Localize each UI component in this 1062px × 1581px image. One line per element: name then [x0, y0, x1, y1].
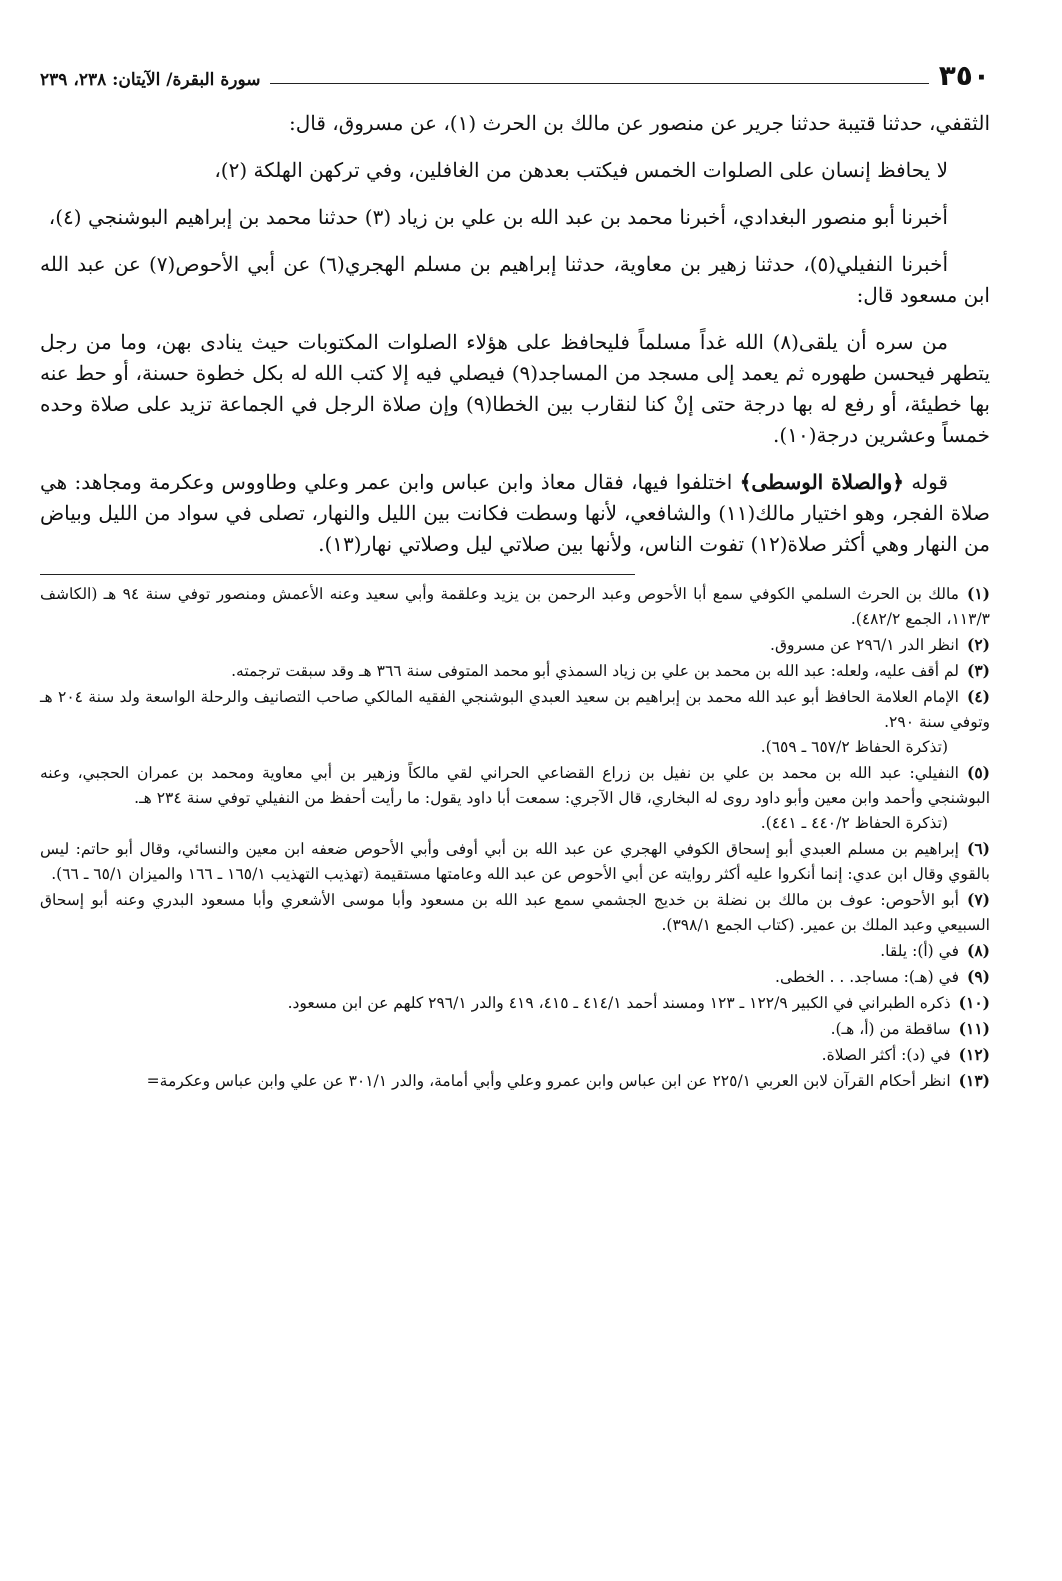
- footnote-number: (١): [966, 584, 990, 603]
- footnote-number: (١٣): [958, 1071, 990, 1090]
- page-number: ٣٥٠: [938, 59, 990, 92]
- paragraph-4: أخبرنا النفيلي(٥)، حدثنا زهير بن معاوية، حدثنا إبراهيم بن مسلم الهجري(٦) عن أبي الأحوص(٧) عن عبد الله ابن مسعود قال:: [40, 252, 990, 307]
- footnote-number: (٩): [966, 967, 990, 986]
- paragraph-5: من سره أن يلقى(٨) الله غداً مسلماً فليحافظ على هؤلاء الصلوات المكتوبات حيث ينادى بهن، وما من رجل يتطهر فيحسن طهوره ثم يعمد إلى مسجد من المساجد(٩) فيصلي فيه إلا كتب الله له بكل خطوة حسنة، أو حط عنه بها خطيئة، أو رفع له بها درجة حتى إنْ كنا لنقارب بين الخطا(٩) وإن صلاة الرجل في الجماعة تزيد على صلاة وحده خمساً وعشرين درجة(١٠).: [40, 330, 991, 447]
- footnote: [40, 938, 990, 964]
- footnote-number: (٦): [966, 839, 990, 858]
- quran-quote: ﴿والصلاة الوسطى﴾: [739, 470, 904, 494]
- paragraph-6-prefix: قوله: [911, 470, 949, 494]
- footnote-text: أبو الأحوص: عوف بن مالك بن نضلة بن خديج الجشمي سمع عبد الله بن مسعود وأبا موسى الأشعري وأبا مسعود البدري وعنه أبو إسحاق السبيعي وعبد الملك بن عمير. (كتاب الجمع ٣٩٨/١).: [40, 891, 990, 934]
- footnote-number: (١٠): [958, 993, 990, 1012]
- footnote-number: (٨): [966, 941, 990, 960]
- footnote: [40, 836, 990, 887]
- footnote-separator: [40, 574, 635, 575]
- footnote-text: الإمام العلامة الحافظ أبو عبد الله محمد بن إبراهيم بن سعيد العبدي البوشنجي الفقيه المالكي صاحب التصانيف والرحلة الواسعة ولد سنة ٢٠٤ هـ وتوفي سنة ٢٩٠.: [40, 688, 990, 731]
- footnote-text: انظر الدر ٢٩٦/١ عن مسروق.: [770, 636, 959, 654]
- footnote: [40, 887, 990, 938]
- footnote-text: انظر أحكام القرآن لابن العربي ٢٢٥/١ عن ابن عباس وابن عمرو وعلي وأبي أمامة، والدر ٣٠١/١ عن علي وابن عباس وعكرمة=: [146, 1072, 951, 1090]
- page-header: [40, 59, 990, 92]
- paragraph-3: أخبرنا أبو منصور البغدادي، أخبرنا محمد بن عبد الله بن علي بن زياد (٣) حدثنا محمد بن إبراهيم البوشنجي (٤)،: [48, 205, 948, 229]
- footnotes: [40, 581, 990, 1094]
- header-rule: [270, 83, 928, 84]
- footnote-number: (٥): [966, 763, 990, 782]
- footnote-text: إبراهيم بن مسلم العبدي أبو إسحاق الكوفي الهجري عن عبد الله بن أبي أوفى وأبي الأحوص ضعفه ابن معين والنسائي، وقال أبو حاتم: ليس بالقوي وقال ابن عدي: إنما أنكروا عليه أكثر روايته عن أبي الأحوص عن عبد الله وعامتها مستقيمة (تهذيب التهذيب ١٦٥/١ ـ ١٦٦ والميزان ٦٥/١ ـ ٦٦).: [40, 840, 990, 883]
- paragraph-1: الثقفي، حدثنا قتيبة حدثنا جرير عن منصور عن مالك بن الحرث (١)، عن مسروق، قال:: [288, 111, 990, 135]
- footnote: [40, 990, 990, 1016]
- footnote: [40, 632, 990, 658]
- paragraph-6-text: اختلفوا فيها، فقال معاذ وابن عباس وابن عمر وعلي وطاووس وعكرمة ومجاهد: هي صلاة الفجر، وهو اختيار مالك(١١) والشافعي، لأنها وسطت فكانت بين الليل والنهار، تصلى في سواد من الليل وبياض من النهار وهي أكثر صلاة(١٢) تفوت الناس، ولأنها بين صلاتي ليل وصلاتي نهار(١٣).: [40, 470, 990, 556]
- paragraph-6: [40, 467, 990, 560]
- footnote-text: مالك بن الحرث السلمي الكوفي سمع أبا الأحوص وعبد الرحمن بن يزيد وعلقمة وأبي سعيد وعنه الأعمش ومنصور توفي سنة ٩٤ هـ (الكاشف ١١٣/٣، الجمع ٤٨٢/٢).: [40, 585, 990, 628]
- footnote-number: (١١): [958, 1019, 990, 1038]
- footnote: [40, 1016, 990, 1042]
- footnote-text: (تذكرة الحفاظ ٦٥٧/٢ ـ ٦٥٩).: [760, 738, 948, 756]
- footnote-continuation: [40, 811, 990, 836]
- footnote-number: (٢): [966, 635, 990, 654]
- footnote: [40, 1068, 990, 1094]
- footnote-text: في (د): أكثر الصلاة.: [821, 1046, 951, 1064]
- footnote: [40, 1042, 990, 1068]
- footnote-text: النفيلي: عبد الله بن محمد بن علي بن نفيل بن زراع القضاعي الحراني لقي مالكاً وزهير بن أبي معاوية ومحمد بن عمران الحجبي، وعنه البوشنجي وأحمد وابن معين وأبو داود روى له البخاري، قال الآجري: سمعت أبا داود يقول: ما رأيت أحفظ من النفيلي توفي سنة ٢٣٤ هـ.: [40, 764, 990, 807]
- footnote-number: (٣): [966, 661, 990, 680]
- footnote-number: (١٢): [958, 1045, 990, 1064]
- main-text: [40, 108, 990, 560]
- footnote-number: (٤): [966, 687, 990, 706]
- footnote-text: لم أقف عليه، ولعله: عبد الله بن محمد بن علي بن زياد السمذي أبو محمد المتوفى سنة ٣٦٦ هـ وقد سبقت ترجمته.: [231, 662, 959, 680]
- running-title: سورة البقرة/ الآيتان: ٢٣٨، ٢٣٩: [40, 70, 261, 90]
- footnote: [40, 760, 990, 811]
- footnote-text: ذكره الطبراني في الكبير ١٢٢/٩ ـ ١٢٣ ومسند أحمد ٤١٤/١ ـ ٤١٥، ٤١٩ والدر ٢٩٦/١ كلهم عن ابن مسعود.: [287, 994, 951, 1012]
- footnote-continuation: [40, 735, 990, 760]
- footnote-number: (٧): [966, 890, 990, 909]
- footnote: [40, 658, 990, 684]
- footnote-text: في (هـ): مساجد. . . الخطى.: [775, 968, 959, 986]
- footnote-text: ساقطة من (أ، هـ).: [830, 1020, 951, 1038]
- footnote-text: في (أ): يلقا.: [880, 942, 959, 960]
- paragraph-2: لا يحافظ إنسان على الصلوات الخمس فيكتب بعدهن من الغافلين، وفي تركهن الهلكة (٢)،: [214, 158, 948, 182]
- footnote: [40, 581, 990, 632]
- footnote: [40, 684, 990, 735]
- footnote: [40, 964, 990, 990]
- footnote-text: (تذكرة الحفاظ ٤٤٠/٢ ـ ٤٤١).: [760, 814, 948, 832]
